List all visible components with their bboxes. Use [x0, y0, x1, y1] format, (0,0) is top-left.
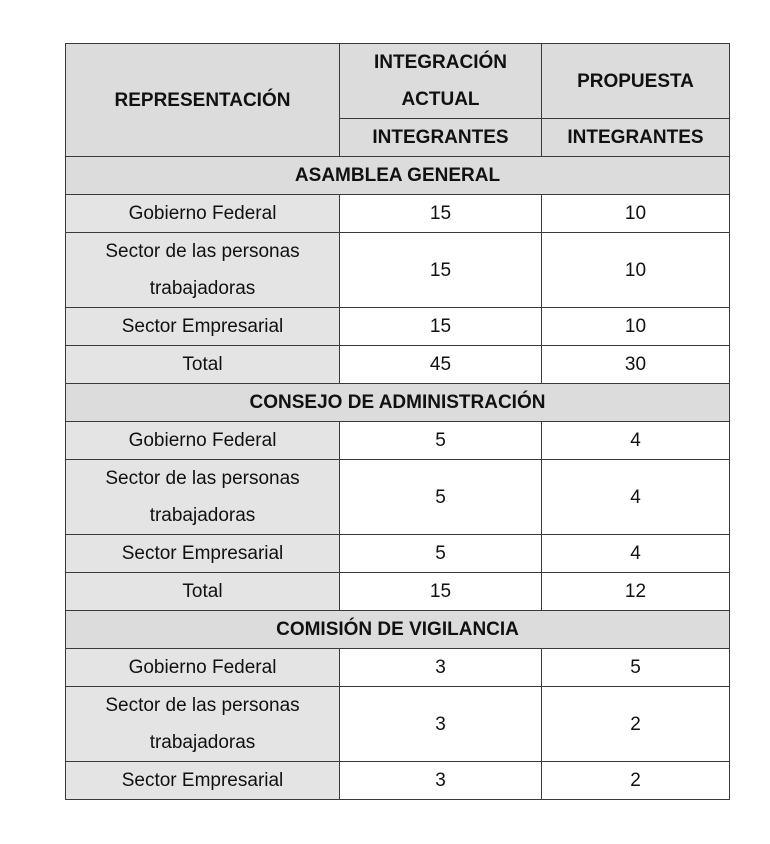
row-propuesta: 30 [542, 346, 730, 384]
header-representacion: REPRESENTACIÓN [66, 44, 340, 157]
table-row [66, 535, 730, 573]
row-actual: 45 [340, 346, 542, 384]
section-title-consejo: CONSEJO DE ADMINISTRACIÓN [66, 384, 730, 422]
table-row [66, 233, 730, 308]
row-actual: 15 [340, 233, 542, 308]
row-propuesta: 2 [542, 687, 730, 762]
table-row [66, 308, 730, 346]
row-propuesta: 10 [542, 308, 730, 346]
header-row-1 [66, 44, 730, 119]
row-label: Total [66, 573, 340, 611]
row-actual: 5 [340, 422, 542, 460]
row-actual: 5 [340, 535, 542, 573]
row-label: Sector de las personas trabajadoras [66, 460, 340, 535]
row-actual: 15 [340, 195, 542, 233]
row-label: Sector Empresarial [66, 535, 340, 573]
table-row [66, 422, 730, 460]
header-integrantes-propuesta: INTEGRANTES [542, 119, 730, 157]
row-label: Gobierno Federal [66, 422, 340, 460]
table-row-total [66, 573, 730, 611]
row-actual: 15 [340, 573, 542, 611]
section-row [66, 157, 730, 195]
section-row [66, 384, 730, 422]
header-integrantes-actual: INTEGRANTES [340, 119, 542, 157]
header-integracion-actual: INTEGRACIÓN ACTUAL [340, 44, 542, 119]
row-label: Total [66, 346, 340, 384]
row-label: Sector de las personas trabajadoras [66, 687, 340, 762]
row-actual: 3 [340, 762, 542, 800]
row-label: Gobierno Federal [66, 649, 340, 687]
table-row [66, 460, 730, 535]
header-propuesta: PROPUESTA [542, 44, 730, 119]
row-label: Sector de las personas trabajadoras [66, 233, 340, 308]
table-row-total [66, 346, 730, 384]
table-row [66, 687, 730, 762]
row-actual: 15 [340, 308, 542, 346]
table-row [66, 649, 730, 687]
row-propuesta: 12 [542, 573, 730, 611]
section-row [66, 611, 730, 649]
row-propuesta: 4 [542, 535, 730, 573]
table-row [66, 195, 730, 233]
representation-table [65, 43, 730, 800]
row-propuesta: 10 [542, 233, 730, 308]
row-propuesta: 2 [542, 762, 730, 800]
row-actual: 3 [340, 687, 542, 762]
row-propuesta: 10 [542, 195, 730, 233]
row-actual: 5 [340, 460, 542, 535]
row-propuesta: 5 [542, 649, 730, 687]
section-title-asamblea: ASAMBLEA GENERAL [66, 157, 730, 195]
row-propuesta: 4 [542, 422, 730, 460]
row-actual: 3 [340, 649, 542, 687]
section-title-comision: COMISIÓN DE VIGILANCIA [66, 611, 730, 649]
row-label: Gobierno Federal [66, 195, 340, 233]
row-label: Sector Empresarial [66, 308, 340, 346]
row-label: Sector Empresarial [66, 762, 340, 800]
row-propuesta: 4 [542, 460, 730, 535]
table-row [66, 762, 730, 800]
